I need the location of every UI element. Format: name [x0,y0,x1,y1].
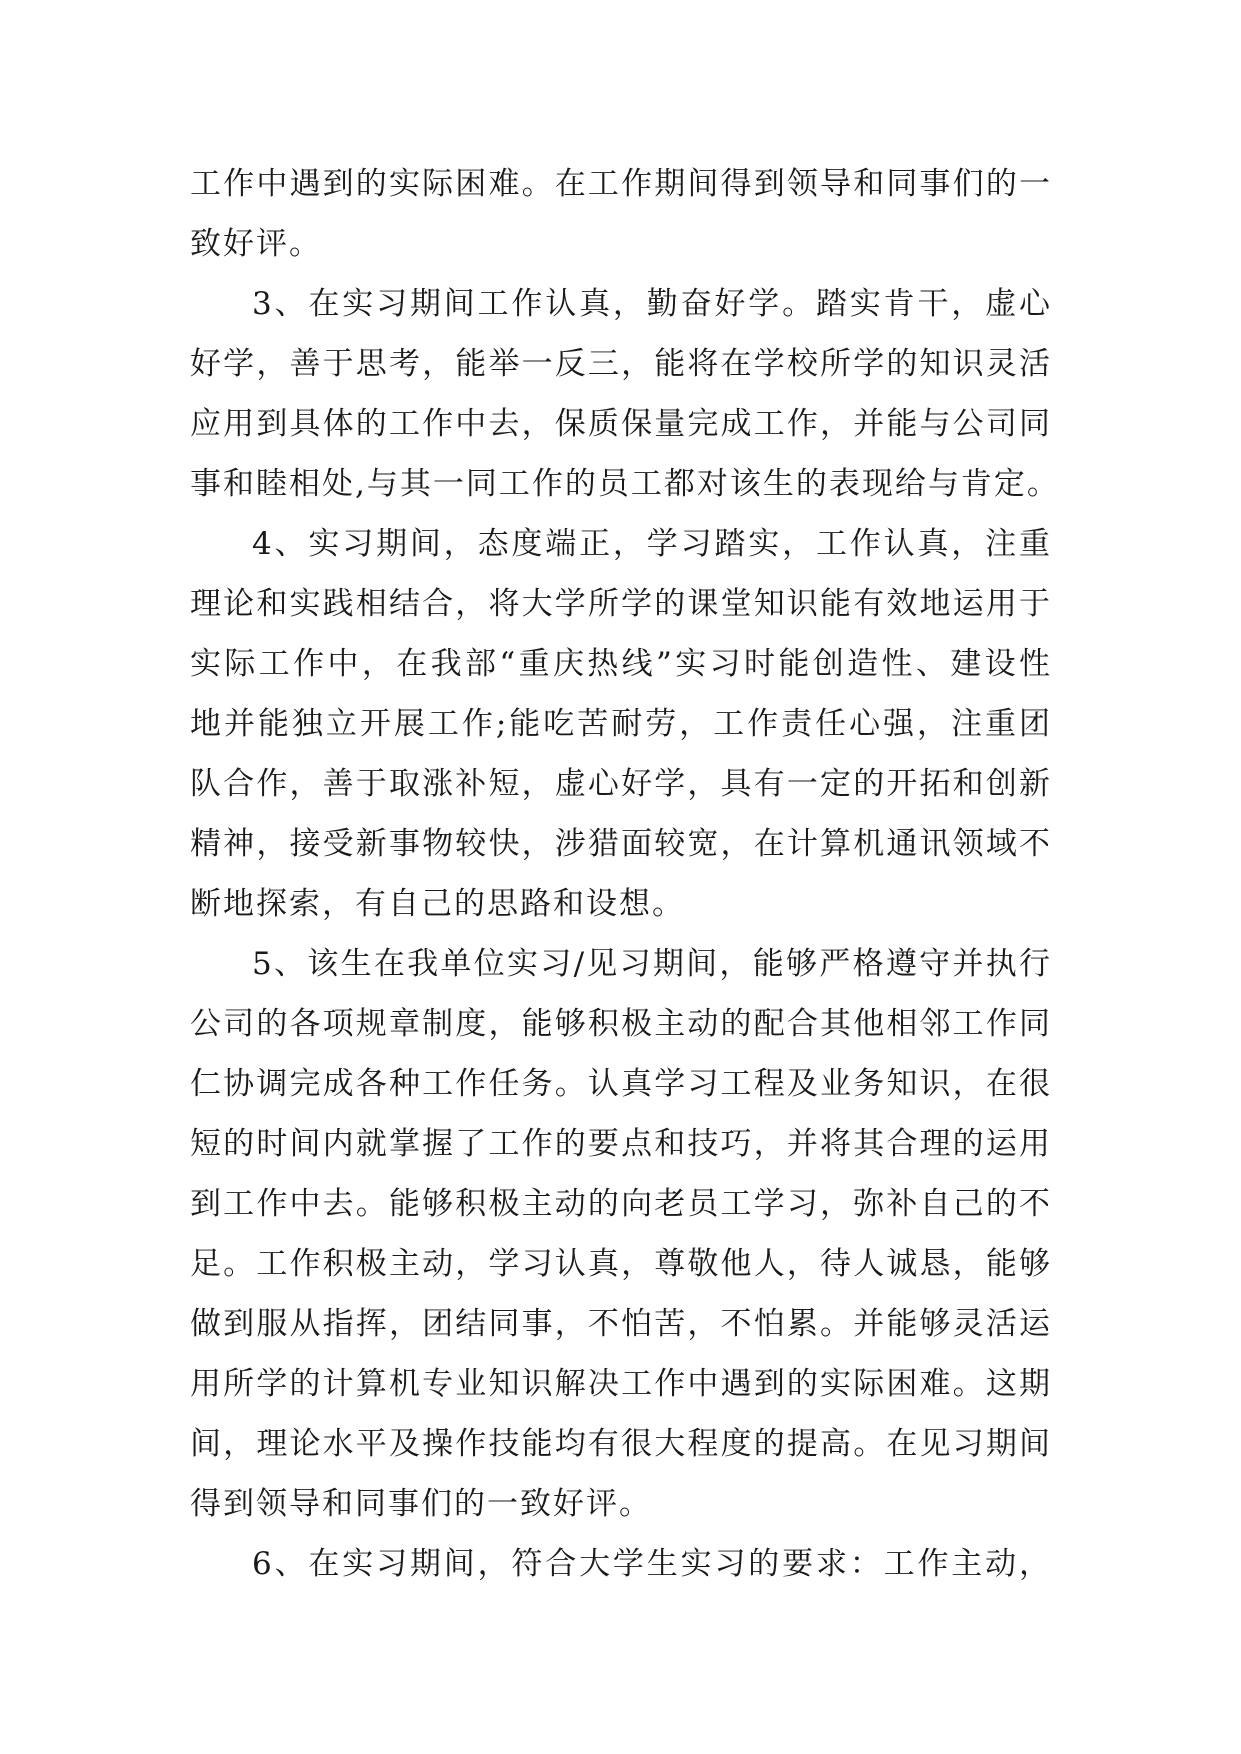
text-line: 实际工作中，在我部“重庆热线”实习时能创造性、建设性 [190,646,1052,682]
text-line: 短的时间内就掌握了工作的要点和技巧，并将其合理的运用 [190,1126,1052,1162]
text-line: 工作中遇到的实际困难。在工作期间得到领导和同事们的一 [190,166,1052,202]
text-line: 队合作，善于取涨补短，虚心好学，具有一定的开拓和创新 [190,766,1052,802]
text-line: 间，理论水平及操作技能均有很大程度的提高。在见习期间 [190,1426,1052,1462]
text-line: 到工作中去。能够积极主动的向老员工学习，弥补自己的不 [190,1186,1052,1222]
text-line: 精神，接受新事物较快，涉猎面较宽，在计算机通讯领域不 [190,826,1052,862]
text-line: 致好评。 [190,226,322,262]
paragraph-start-line: 3、在实习期间工作认真，勤奋好学。踏实肯干，虚心 [252,286,1052,322]
text-line: 用所学的计算机专业知识解决工作中遇到的实际困难。这期 [190,1366,1052,1402]
text-line: 得到领导和同事们的一致好评。 [190,1486,652,1522]
text-line: 理论和实践相结合，将大学所学的课堂知识能有效地运用于 [190,586,1052,622]
text-line: 应用到具体的工作中去，保质保量完成工作，并能与公司同 [190,406,1052,442]
text-line: 仁协调完成各种工作任务。认真学习工程及业务知识，在很 [190,1066,1052,1102]
text-line: 好学，善于思考，能举一反三，能将在学校所学的知识灵活 [190,346,1052,382]
paragraph-start-line: 5、该生在我单位实习/见习期间，能够严格遵守并执行 [252,946,1052,982]
text-line: 事和睦相处,与其一同工作的员工都对该生的表现给与肯定。 [190,466,1060,502]
text-line: 地并能独立开展工作;能吃苦耐劳，工作责任心强，注重团 [190,706,1052,742]
paragraph-start-line: 6、在实习期间，符合大学生实习的要求：工作主动， [252,1546,1052,1582]
text-line: 足。工作积极主动，学习认真，尊敬他人，待人诚恳，能够 [190,1246,1052,1282]
document-body [190,154,1060,1594]
text-line: 做到服从指挥，团结同事，不怕苦，不怕累。并能够灵活运 [190,1306,1052,1342]
text-line: 公司的各项规章制度，能够积极主动的配合其他相邻工作同 [190,1006,1052,1042]
text-line: 断地探索，有自己的思路和设想。 [190,886,685,922]
paragraph-start-line: 4、实习期间，态度端正，学习踏实，工作认真，注重 [252,526,1052,562]
